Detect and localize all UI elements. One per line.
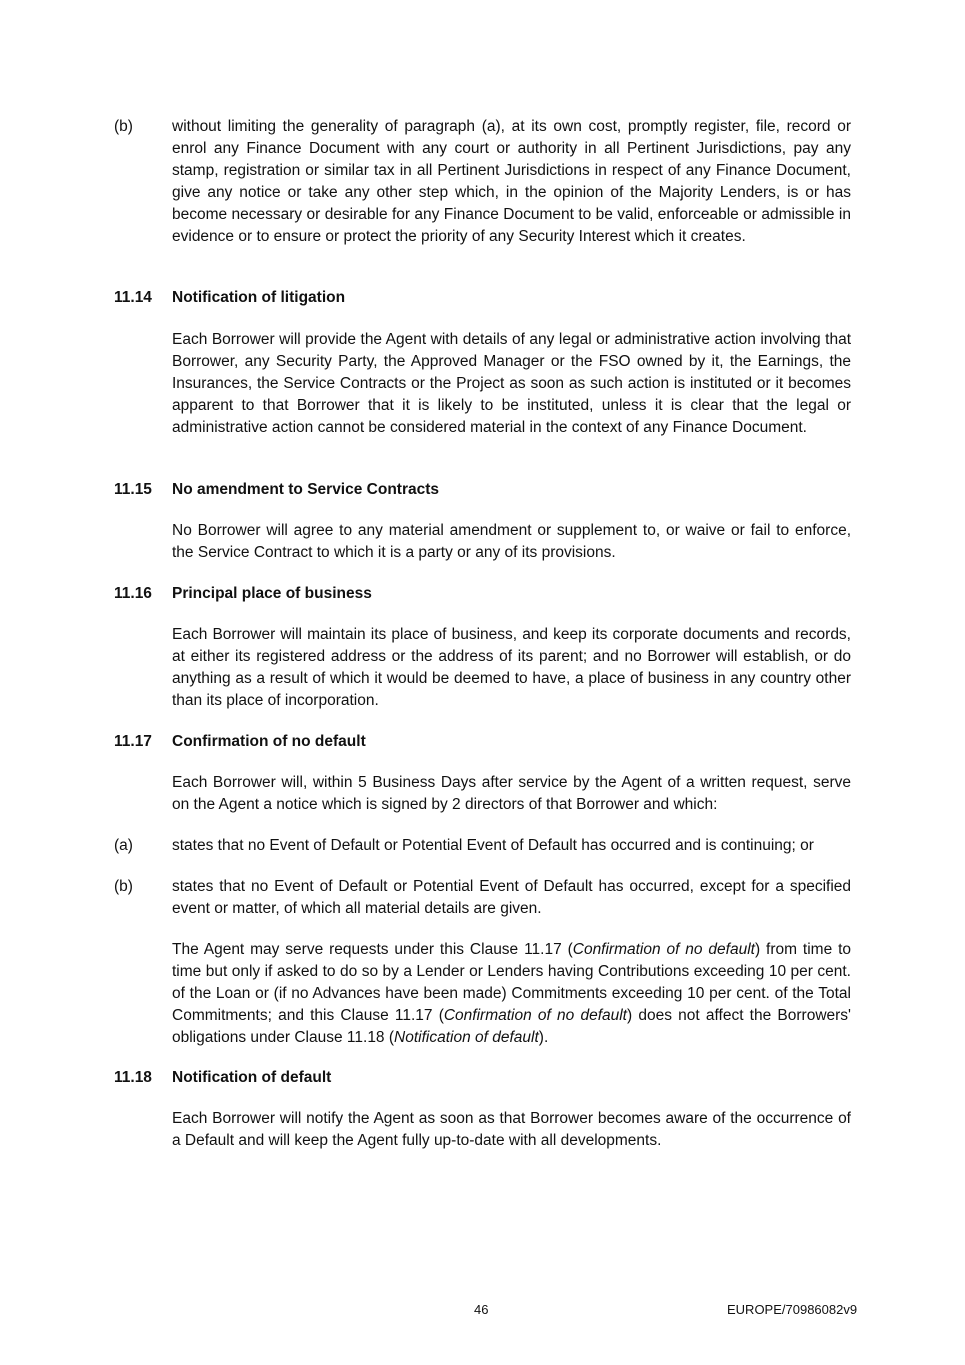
page-number: 46 [474,1302,489,1317]
list-marker: (b) [114,118,133,135]
clause-reference: Notification of default [394,1029,539,1046]
clause-title: Principal place of business [172,585,372,602]
text-run: ) from time to time but only if asked to do so by a Lender or Lenders having Contributions exceeding 10 per cent. of the Loan or (if no Advances have been made) Commitments exceeding 10 per cent. of the Total Commitments; and this Clause 11.17 ( [172,941,852,1024]
paragraph: states that no Event of Default or Potential Event of Default has occurred, except for a specified event or matter, of which all material details are given. [172,878,851,917]
clause-title: Notification of litigation [172,289,346,306]
document-reference: EUROPE/70986082v9 [727,1302,858,1317]
paragraph: Each Borrower will notify the Agent as soon as that Borrower becomes aware of the occurrence of a Default and will keep the Agent fully up-to-date with all developments. [172,1110,851,1149]
clause-reference: Confirmation of no default [572,941,755,958]
paragraph: Each Borrower will provide the Agent with details of any legal or administrative action involving that Borrower, any Security Party, the Approved Manager or the FSO owned by it, the Earnings, the Insurances, the Service Contracts or the Project as soon as such action is instituted or it becomes apparent to that Borrower that it is likely to be instituted, unless it is clear that the legal or administrative action cannot be considered material in the context of any Finance Document. [172,331,851,436]
text-run: ) does not affect the Borrowers' obligations under Clause 11.18 ( [172,1007,852,1046]
paragraph: Each Borrower will, within 5 Business Days after service by the Agent of a written request, serve on the Agent a notice which is signed by 2 directors of that Borrower and which: [172,774,851,813]
paragraph [172,939,851,1049]
text-run: The Agent may serve requests under this Clause 11.17 ( [172,941,573,958]
list-marker: (a) [114,837,133,854]
clause-number: 11.15 [114,481,152,498]
clause-title: No amendment to Service Contracts [172,481,440,498]
paragraph: states that no Event of Default or Potential Event of Default has occurred and is continuing; or [172,837,814,854]
clause-number: 11.17 [114,733,152,750]
clause-reference: Confirmation of no default [443,1007,627,1024]
list-marker: (b) [114,878,133,895]
paragraph: without limiting the generality of paragraph (a), at its own cost, promptly register, file, record or enrol any Finance Document with any court or authority in all Pertinent Jurisdictions, pay any stamp, registration or similar tax in all Pertinent Jurisdictions in respect of any Finance Document, give any notice or take any other step which, in the opinion of the Majority Lenders, is or has become necessary or desirable for any Finance Document to be valid, enforceable or admissible in evidence or to ensure or protect the priority of any Security Interest which it creates. [172,118,851,245]
clause-number: 11.18 [114,1069,152,1086]
text-run: ). [538,1029,549,1046]
clause-number: 11.16 [114,585,152,602]
clause-number: 11.14 [114,289,152,306]
paragraph: Each Borrower will maintain its place of business, and keep its corporate documents and records, at either its registered address or the address of its parent; and no Borrower will establish, or do anything as a result of which it would be deemed to have, a place of business in any country other than its place of incorporation. [172,626,851,709]
clause-title: Notification of default [172,1069,332,1086]
paragraph: No Borrower will agree to any material amendment or supplement to, or waive or fail to enforce, the Service Contract to which it is a party or any of its provisions. [172,522,851,561]
clause-title: Confirmation of no default [172,733,366,750]
